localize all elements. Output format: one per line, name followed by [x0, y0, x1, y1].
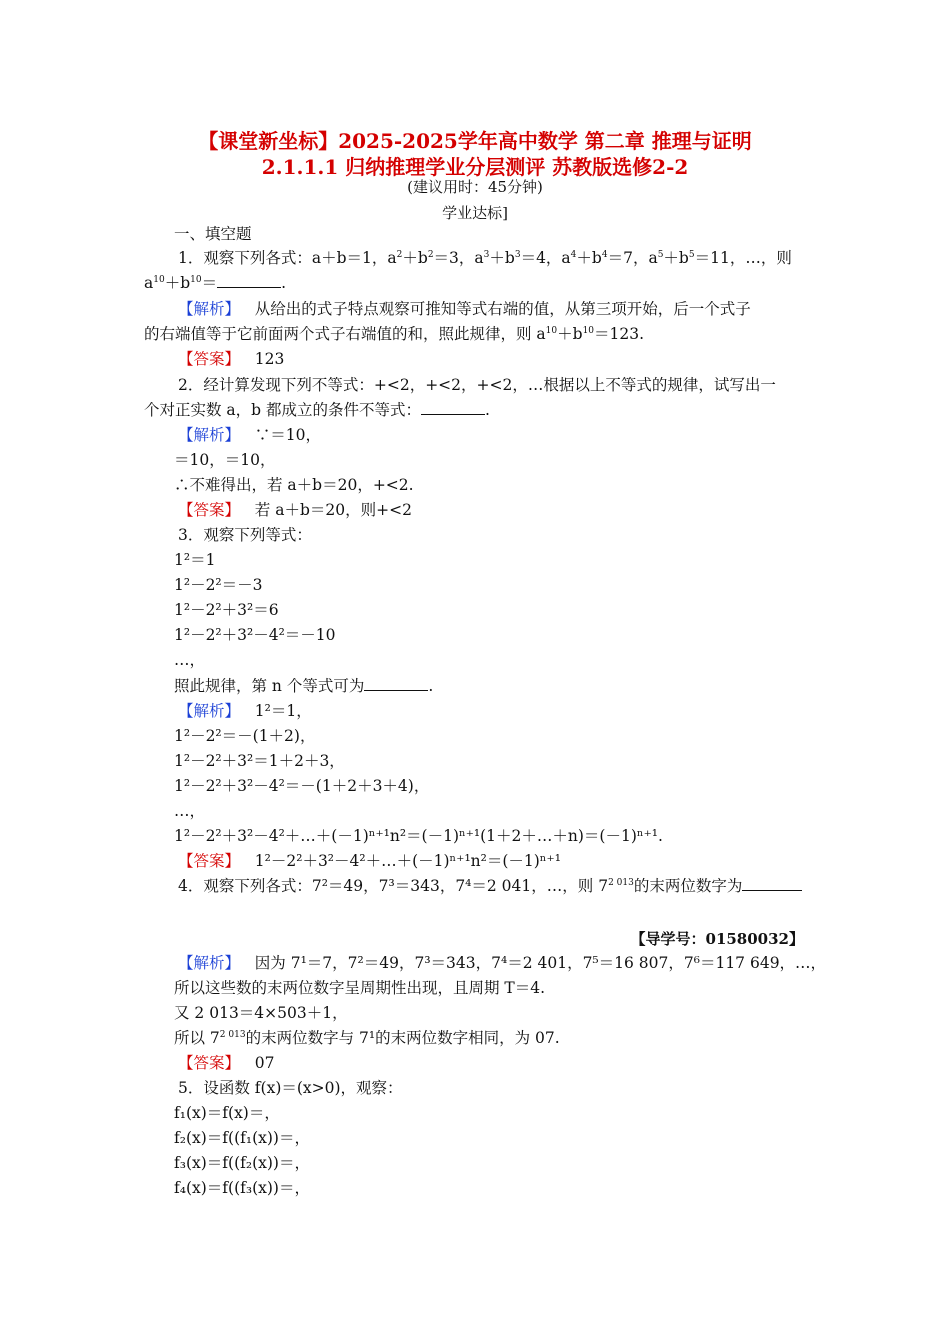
- q5-line4: f₄(x)＝f((f₃(x))＝，: [174, 1179, 310, 1197]
- q3-eq1: 1²＝1: [174, 551, 216, 569]
- analysis-tag: 【解析】: [178, 954, 241, 972]
- answer-tag: 【答案】: [178, 1054, 241, 1072]
- q3-dots: …，: [174, 651, 206, 669]
- q1-answer: 【答案】 123: [178, 350, 285, 368]
- q1-stem-line2: $a^{10}+b^{10}=$ .: [144, 274, 287, 292]
- q2-analysis-line2: ＝10，＝10，: [174, 451, 276, 469]
- q2-answer: 【答案】 若 a＋b＝20，则+<2: [178, 501, 412, 519]
- answer-tag: 【答案】: [178, 852, 241, 870]
- q4-analysis-line2: 所以这些数的末两位数字呈周期性出现，且周期 T＝4.: [174, 979, 546, 997]
- q2-analysis-line3: ∴不难得出，若 a＋b＝20，+<2.: [174, 476, 414, 494]
- guide-number: 【导学号：01580032】: [630, 930, 804, 948]
- q3-analysis-line6: 1²－2²＋3²－4²＋…＋(－1)ⁿ⁺¹n²＝(－1)ⁿ⁺¹(1＋2＋…＋n)＝(－1)ⁿ⁺¹.: [174, 827, 663, 845]
- q3-analysis: 【解析】 1²＝1，: [178, 702, 312, 720]
- q2-analysis: 【解析】 ∵＝10，: [178, 426, 322, 444]
- q4-analysis: 【解析】 因为 7¹＝7，7²＝49，7³＝343，7⁴＝2 401，7⁵＝16 807，7⁶＝117 649，…，: [178, 954, 827, 972]
- analysis-tag: 【解析】: [178, 702, 241, 720]
- q5-stem: 5．设函数 f(x)＝(x>0)，观察：: [178, 1079, 403, 1097]
- q3-eq3: 1²－2²＋3²＝6: [174, 601, 279, 619]
- answer-tag: 【答案】: [178, 501, 241, 519]
- q3-answer-blank: [364, 676, 428, 691]
- q5-line2: f₂(x)＝f((f₁(x))＝，: [174, 1129, 310, 1147]
- q3-ask: 照此规律，第 n 个等式可为 .: [174, 677, 434, 695]
- q3-stem: 3．观察下列等式：: [178, 526, 312, 544]
- q1-analysis-line2: 的右端值等于它前面两个式子右端值的和，照此规律，则 $a^{10}+b^{10}=123$.: [144, 325, 645, 343]
- q4-answer-blank: [742, 876, 802, 891]
- q2-stem-line2: 个对正实数 a，b 都成立的条件不等式： .: [144, 401, 490, 419]
- q3-analysis-line3: 1²－2²＋3²＝1＋2＋3，: [174, 752, 345, 770]
- q3-answer: 【答案】 1²－2²＋3²－4²＋…＋(－1)ⁿ⁺¹n²＝(－1)ⁿ⁺¹: [178, 852, 561, 870]
- section-label: 学业达标]: [442, 204, 508, 222]
- q4-answer: 【答案】 07: [178, 1054, 275, 1072]
- q4-stem: 4．观察下列各式：7²＝49，7³＝343，7⁴＝2 041，…，则 $7^{2 013}$的末两位数字为: [178, 876, 802, 896]
- q1-stem-text: 1．观察下列各式：a＋b＝1，a: [178, 249, 397, 267]
- q1-answer-blank: [217, 273, 281, 288]
- q2-stem: 2．经计算发现下列不等式：+<2，+<2，+<2，…根据以上不等式的规律，试写出一: [178, 376, 776, 394]
- part-label: 一、填空题: [174, 225, 252, 243]
- analysis-tag: 【解析】: [178, 426, 241, 444]
- answer-tag: 【答案】: [178, 350, 241, 368]
- q3-analysis-line4: 1²－2²＋3²－4²＝－(1＋2＋3＋4)，: [174, 777, 430, 795]
- analysis-tag: 【解析】: [178, 300, 241, 318]
- q2-answer-blank: [421, 400, 485, 415]
- q3-eq4: 1²－2²＋3²－4²＝－10: [174, 626, 336, 644]
- q5-line3: f₃(x)＝f((f₂(x))＝，: [174, 1154, 310, 1172]
- q3-eq2: 1²－2²＝－3: [174, 576, 263, 594]
- q5-line1: f₁(x)＝f(x)＝，: [174, 1104, 280, 1122]
- q4-analysis-line3: 又 2 013＝4×503＋1，: [174, 1004, 348, 1022]
- doc-title-line1: 【课堂新坐标】2025-2025学年高中数学 第二章 推理与证明: [198, 129, 752, 153]
- q3-analysis-line2: 1²－2²＝－(1＋2)，: [174, 727, 316, 745]
- q1-analysis: 【解析】 从给出的式子特点观察可推知等式右端的值，从第三项开始，后一个式子: [178, 300, 751, 318]
- q3-analysis-line5: …，: [174, 802, 206, 820]
- q1-stem: 1．观察下列各式：a＋b＝1，$a^2+b^2=3$，$a^3+b^3=4$，$a^4+b^4=7$，$a^5+b^5=11$，…，则: [178, 249, 792, 267]
- doc-title-line2: 2.1.1.1 归纳推理学业分层测评 苏教版选修2-2: [261, 155, 689, 179]
- q4-analysis-line4: 所以 $7^{2 013}$的末两位数字与 7¹的末两位数字相同，为 07.: [174, 1029, 560, 1047]
- time-hint: (建议用时：45分钟): [407, 178, 543, 196]
